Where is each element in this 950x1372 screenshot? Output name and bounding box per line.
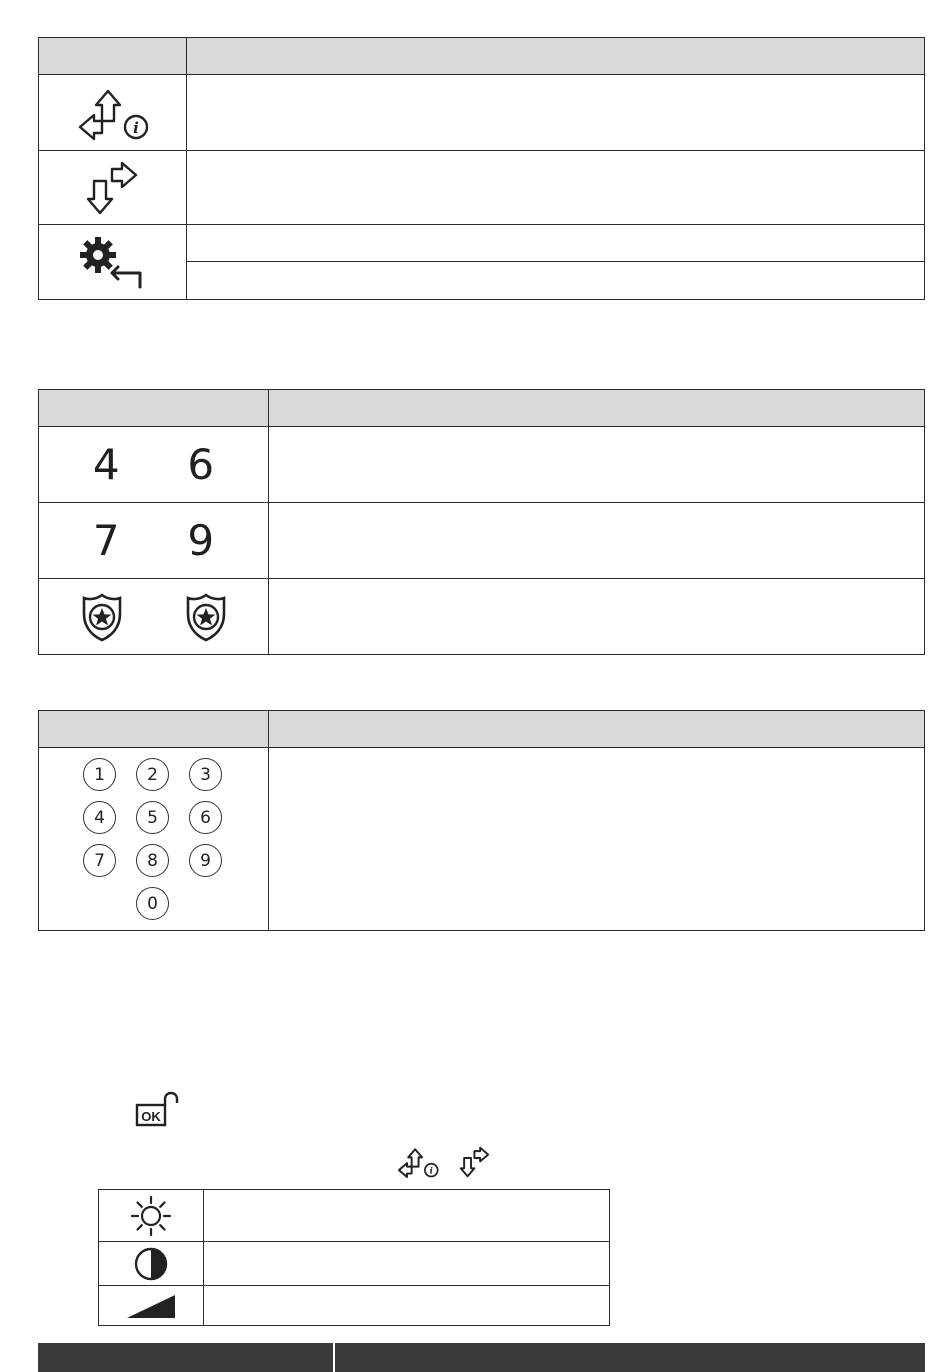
arrows-info-desc — [187, 75, 925, 151]
key-9: 9 — [187, 516, 215, 565]
police-shield-icon — [79, 592, 125, 642]
volume-ramp-desc — [204, 1286, 610, 1326]
keys-7-9-desc — [269, 503, 925, 579]
keypad-key-2: 2 — [136, 758, 169, 791]
svg-text:i: i — [429, 1166, 433, 1177]
settings-back-desc-2 — [187, 262, 925, 300]
keypad-table — [38, 710, 925, 931]
arrows-info-cell — [39, 75, 187, 151]
key-6: 6 — [187, 440, 215, 489]
keypad-key-3: 3 — [189, 758, 222, 791]
volume-ramp-cell — [99, 1286, 204, 1326]
next-table-header-col — [38, 1343, 335, 1372]
header-desc-col — [269, 390, 925, 427]
keypad-cell — [39, 748, 269, 931]
keys-4-6-desc — [269, 427, 925, 503]
brightness-icon — [129, 1194, 173, 1238]
svg-text:i: i — [132, 118, 139, 137]
arrows-updown-cell — [39, 151, 187, 225]
keypad-desc — [269, 748, 925, 931]
keypad-key-9: 9 — [189, 844, 222, 877]
volume-ramp-icon — [125, 1291, 177, 1321]
police-keys-desc — [269, 579, 925, 655]
settings-back-icon — [68, 229, 158, 295]
arrows-updown-icon — [78, 157, 148, 219]
menu-navigation-table — [38, 37, 925, 300]
brightness-desc — [204, 1190, 610, 1242]
arrows-info-icon — [392, 1142, 444, 1182]
keypad-key-5: 5 — [136, 801, 169, 834]
police-keys-cell — [39, 579, 269, 655]
next-table-header — [38, 1343, 925, 1372]
numeric-keypad — [39, 748, 268, 930]
header-keypad-col — [39, 711, 269, 748]
keys-7-9-cell — [39, 503, 269, 579]
ok-unlock-icon — [134, 1089, 180, 1129]
contrast-icon — [132, 1245, 170, 1283]
keypad-key-4: 4 — [83, 801, 116, 834]
keypad-key-6: 6 — [189, 801, 222, 834]
emergency-keys-table — [38, 389, 925, 655]
header-icon-col — [39, 38, 187, 75]
arrows-updown-icon — [455, 1142, 495, 1182]
contrast-cell — [99, 1242, 204, 1286]
contrast-desc — [204, 1242, 610, 1286]
key-4: 4 — [92, 440, 120, 489]
keypad-key-0: 0 — [136, 887, 169, 920]
svg-text:OK: OK — [141, 1109, 161, 1124]
keypad-key-8: 8 — [136, 844, 169, 877]
brightness-cell — [99, 1190, 204, 1242]
keypad-key-7: 7 — [83, 844, 116, 877]
display-settings-table — [98, 1189, 610, 1326]
settings-back-cell — [39, 225, 187, 300]
header-desc-col — [187, 38, 925, 75]
arrows-updown-desc — [187, 151, 925, 225]
arrows-info-icon — [68, 83, 158, 143]
header-keys-col — [39, 390, 269, 427]
header-desc-col — [269, 711, 925, 748]
settings-back-desc-1 — [187, 225, 925, 262]
police-shield-icon — [183, 592, 229, 642]
keypad-key-1: 1 — [83, 758, 116, 791]
keys-4-6-cell — [39, 427, 269, 503]
key-7: 7 — [92, 516, 120, 565]
